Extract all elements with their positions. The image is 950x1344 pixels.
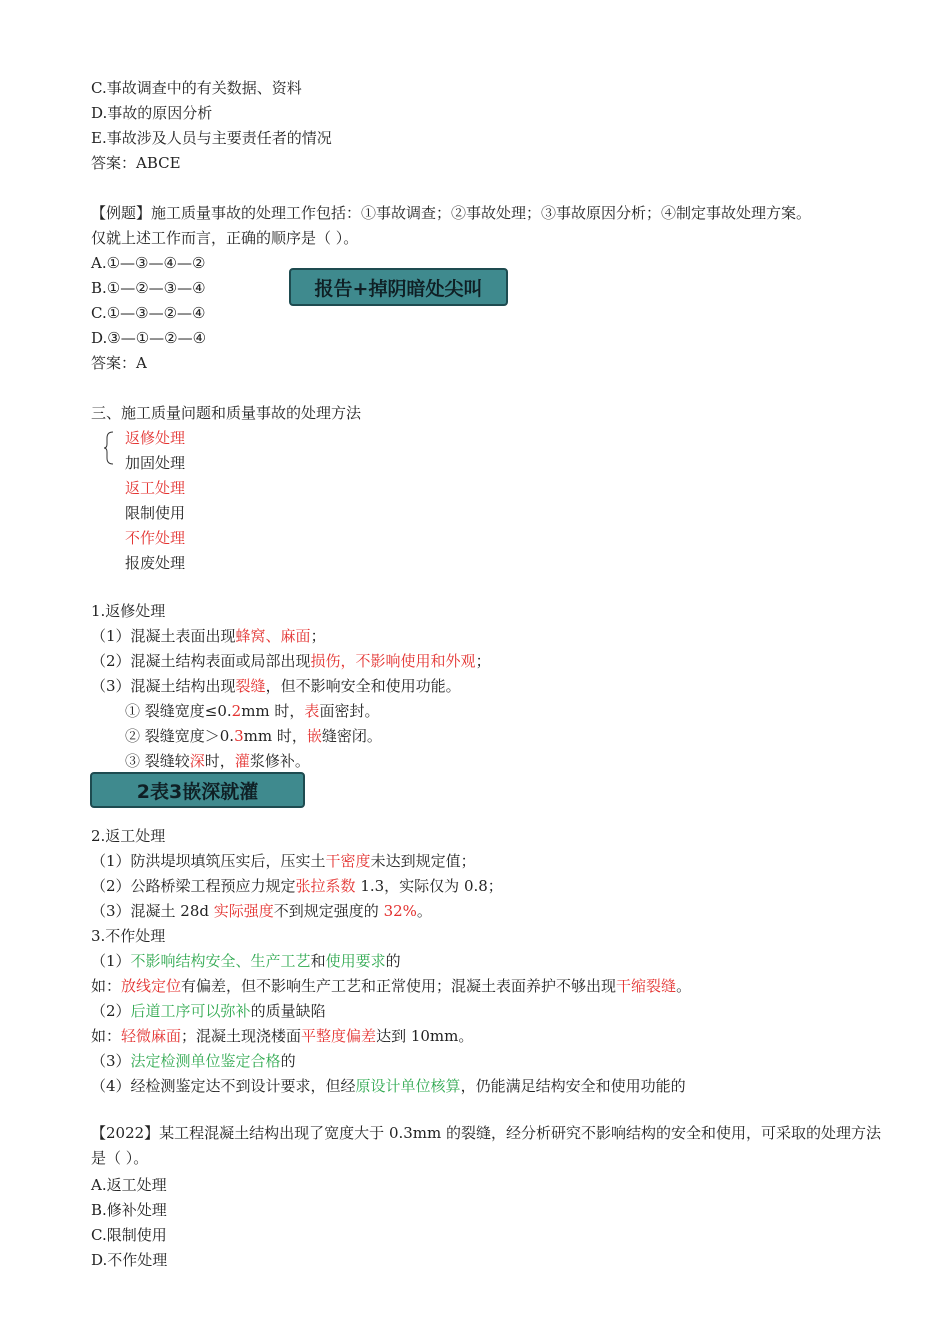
q1-answer: 答案：ABCE (91, 154, 181, 172)
q2-option-a: A.①—③—④—② (91, 254, 206, 272)
repair-sub-2: ② 裂缝宽度＞0.3mm 时，嵌缝密闭。 (125, 727, 382, 745)
rework-item-2: （2）公路桥梁工程预应力规定张拉系数 1.3，实际仅为 0.8； (91, 877, 503, 895)
q2-answer: 答案：A (91, 354, 147, 372)
q3-option-c: C.限制使用 (91, 1226, 167, 1244)
repair-title: 1.返修处理 (91, 602, 166, 620)
repair-item-2: （2）混凝土结构表面或局部出现损伤，不影响使用和外观； (91, 652, 491, 670)
q2-option-b: B.①—②—③—④ (91, 279, 206, 297)
section3-title: 三、施工质量问题和质量事故的处理方法 (91, 404, 362, 422)
q2-stem-line2: 仅就上述工作而言，正确的顺序是（ ）。 (91, 229, 359, 247)
q2-mnemonic-badge: 报告+掉阴暗处尖叫 (289, 268, 508, 306)
no-action-example-2: 如：轻微麻面；混凝土现浇楼面平整度偏差达到 10mm。 (91, 1027, 474, 1045)
method-item: 加固处理 (125, 454, 186, 472)
repair-mnemonic-badge: 2表3嵌深就灌 (90, 772, 305, 808)
repair-item-1: （1）混凝土表面出现蜂窝、麻面； (91, 627, 326, 645)
method-item: 不作处理 (125, 529, 186, 547)
q1-option-e: E.事故涉及人员与主要责任者的情况 (91, 129, 332, 147)
no-action-item-1: （1）不影响结构安全、生产工艺和使用要求的 (91, 952, 401, 970)
no-action-item-3: （3）法定检测单位鉴定合格的 (91, 1052, 296, 1070)
method-item: 返工处理 (125, 479, 186, 497)
q2-option-d: D.③—①—②—④ (91, 329, 207, 347)
method-item: 返修处理 (125, 429, 186, 447)
q2-stem-line1: 【例题】施工质量事故的处理工作包括：①事故调查；②事故处理；③事故原因分析；④制定事故处理方案。 (91, 204, 812, 222)
repair-sub-1: ① 裂缝宽度≤0.2mm 时，表面密封。 (125, 702, 380, 720)
rework-title: 2.返工处理 (91, 827, 166, 845)
repair-sub-3: ③ 裂缝较深时，灌浆修补。 (125, 752, 310, 770)
brace-icon (103, 430, 115, 466)
rework-item-1: （1）防洪堤坝填筑压实后，压实土干密度未达到规定值； (91, 852, 476, 870)
q3-option-b: B.修补处理 (91, 1201, 167, 1219)
q3-option-d: D.不作处理 (91, 1251, 168, 1269)
method-item: 限制使用 (125, 504, 186, 522)
repair-item-3: （3）混凝土结构出现裂缝，但不影响安全和使用功能。 (91, 677, 461, 695)
no-action-item-2: （2）后道工序可以弥补的质量缺陷 (91, 1002, 326, 1020)
q1-option-d: D.事故的原因分析 (91, 104, 213, 122)
rework-item-3: （3）混凝土 28d 实际强度不到规定强度的 32%。 (91, 902, 432, 920)
q3-stem: 【2022】某工程混凝土结构出现了宽度大于 0.3mm 的裂缝，经分析研究不影响结构的安全和使用，可采取的处理方法是（ ）。 (91, 1124, 882, 1167)
method-item: 报废处理 (125, 554, 186, 572)
q2-option-c: C.①—③—②—④ (91, 304, 206, 322)
q3-option-a: A.返工处理 (91, 1176, 167, 1194)
no-action-example-1: 如：放线定位有偏差，但不影响生产工艺和正常使用；混凝土表面养护不够出现干缩裂缝。 (91, 977, 692, 995)
no-action-item-4: （4）经检测鉴定达不到设计要求，但经原设计单位核算，仍能满足结构安全和使用功能的 (91, 1077, 686, 1095)
q1-option-c: C.事故调查中的有关数据、资料 (91, 79, 302, 97)
no-action-title: 3.不作处理 (91, 927, 166, 945)
